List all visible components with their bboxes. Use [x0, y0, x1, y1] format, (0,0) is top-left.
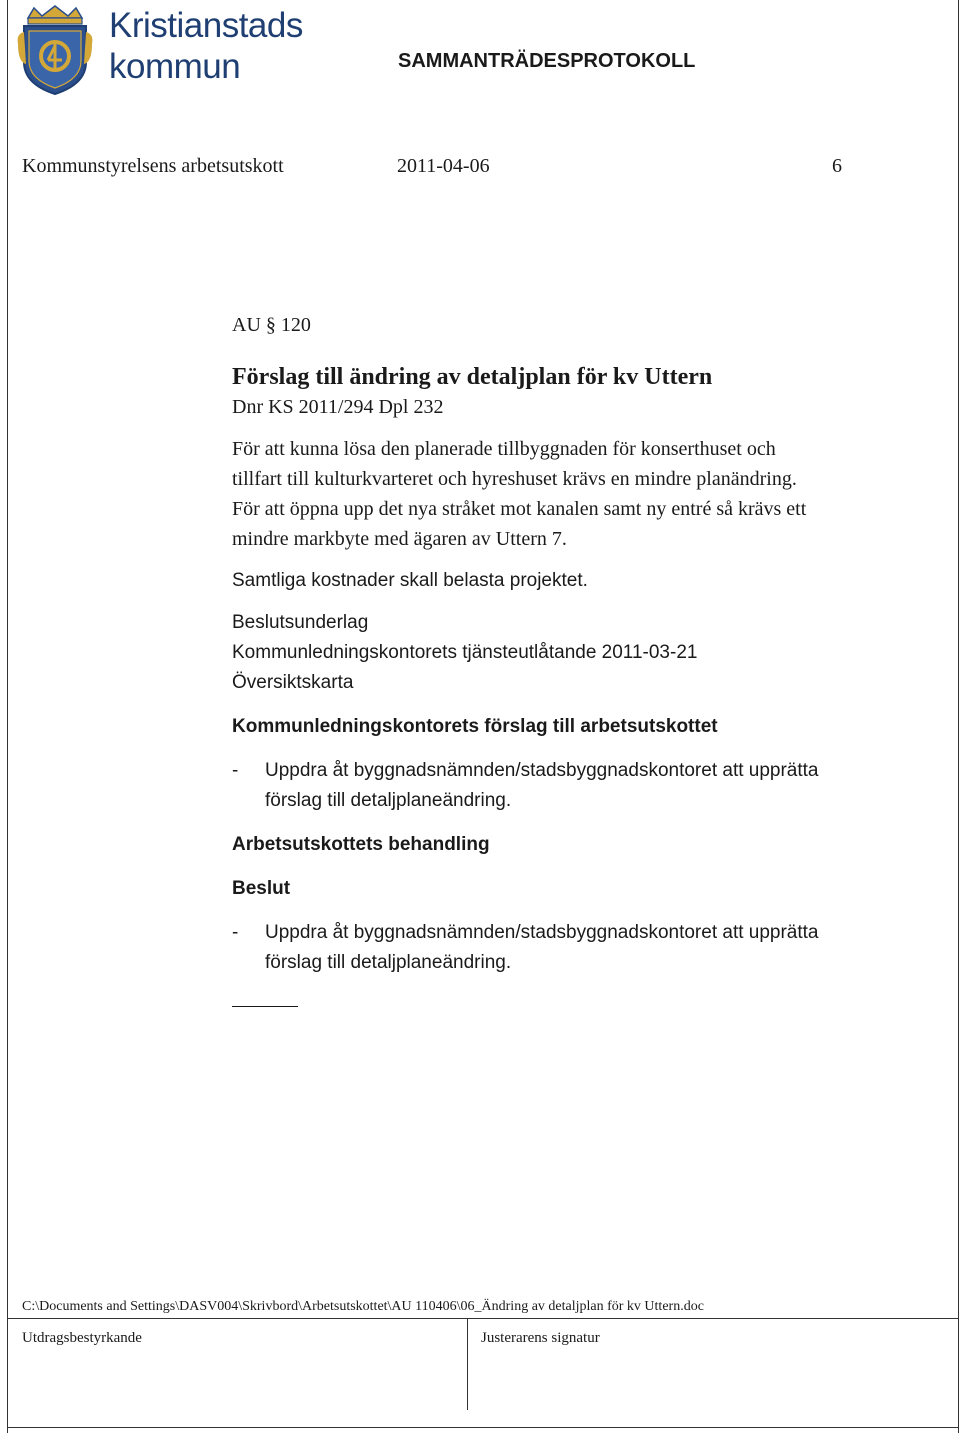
protocol-section: [232, 310, 912, 1007]
decision-item: [232, 918, 912, 978]
page-number: 6: [832, 155, 842, 177]
case-number: Dnr KS 2011/294 Dpl 232: [232, 396, 444, 418]
proposal-line: förslag till detaljplaneändring.: [265, 790, 512, 811]
decision-line: förslag till detaljplaneändring.: [265, 952, 512, 973]
logo-wordmark: [109, 8, 303, 84]
section-end-rule: [232, 1006, 298, 1007]
logo-line-1: Kristianstads: [109, 6, 303, 45]
handling-heading: Arbetsutskottets behandling: [232, 834, 490, 855]
page-border-right: [958, 0, 959, 1433]
proposal-line: Uppdra åt byggnadsnämnden/stadsbyggnadskontoret att upprätta: [265, 760, 819, 781]
committee-name: Kommunstyrelsens arbetsutskott: [22, 155, 284, 177]
coat-of-arms-icon: [14, 4, 96, 96]
basis-item: Översiktskarta: [232, 672, 354, 693]
paragraph-reference: AU § 120: [232, 314, 311, 336]
intro-paragraph: [232, 434, 912, 554]
intro-line: För att kunna lösa den planerade tillbyggnaden för konserthuset och: [232, 438, 776, 460]
bullet-dash: -: [232, 760, 239, 781]
file-path: C:\Documents and Settings\DASV004\Skrivbord\Arbetsutskottet\AU 110406\06_Ändring av detaljplan för kv Uttern.doc: [22, 1299, 704, 1314]
basis-heading: Beslutsunderlag: [232, 612, 369, 633]
meeting-date: 2011-04-06: [397, 155, 490, 177]
municipality-logo: [14, 4, 314, 96]
logo-line-2: kommun: [109, 47, 241, 86]
intro-line: För att öppna upp det nya stråket mot kanalen samt ny entré så krävs ett: [232, 498, 807, 520]
costs-statement: Samtliga kostnader skall belasta projektet.: [232, 570, 588, 591]
footer-divider: [467, 1318, 468, 1410]
page-border-bottom: [7, 1427, 959, 1428]
intro-line: tillfart till kulturkvarteret och hyreshuset krävs en mindre planändring.: [232, 468, 797, 490]
intro-line: mindre markbyte med ägaren av Uttern 7.: [232, 528, 567, 550]
proposal-item: [232, 756, 912, 816]
decision-heading: Beslut: [232, 878, 291, 899]
page-border-left: [7, 0, 8, 1433]
footer-rule: [7, 1318, 959, 1319]
document-type: SAMMANTRÄDESPROTOKOLL: [398, 50, 696, 72]
proposal-heading: Kommunledningskontorets förslag till arbetsutskottet: [232, 716, 718, 737]
matter-title: Förslag till ändring av detaljplan för kv Uttern: [232, 364, 713, 390]
certification-label: Utdragsbestyrkande: [22, 1330, 142, 1346]
basis-item: Kommunledningskontorets tjänsteutlåtande 2011-03-21: [232, 642, 698, 663]
decision-line: Uppdra åt byggnadsnämnden/stadsbyggnadskontoret att upprätta: [265, 922, 819, 943]
signature-label: Justerarens signatur: [481, 1330, 600, 1346]
bullet-dash: -: [232, 922, 239, 943]
